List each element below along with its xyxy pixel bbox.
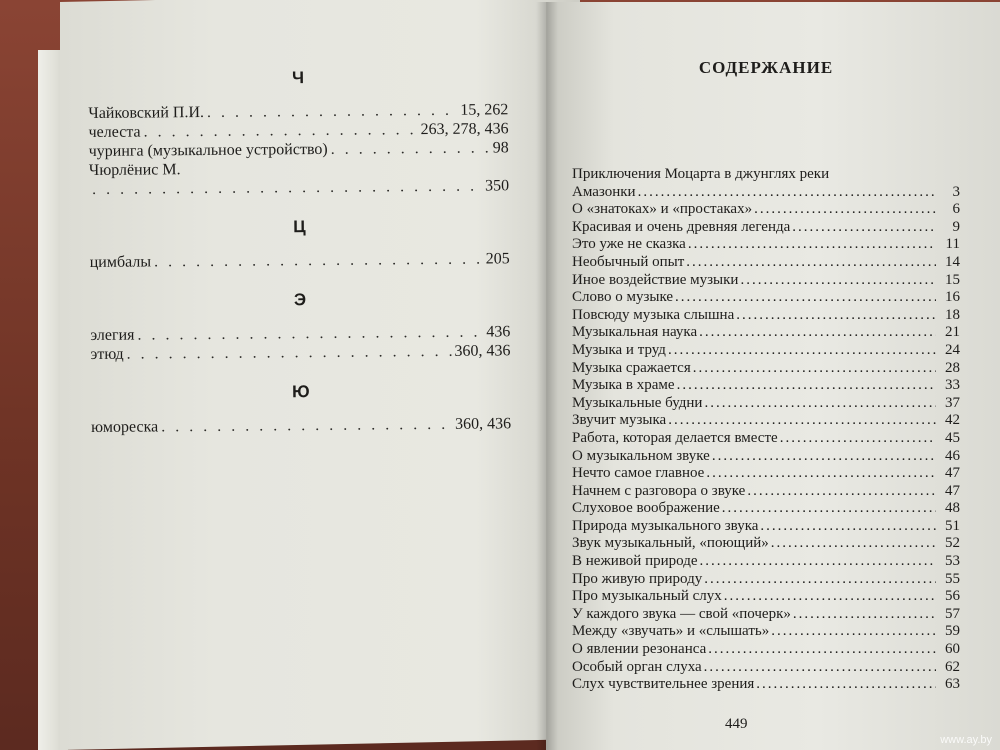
contents-entry-title: Работа, которая делается вместе [572, 429, 778, 446]
contents-entry-page: 15 [945, 271, 960, 288]
index-term: Чайковский П.И. [88, 103, 205, 122]
leader-dots [712, 448, 936, 466]
contents-entry-title: О явлении резонанса [572, 641, 707, 658]
contents-entry-page: 21 [945, 324, 960, 341]
contents-entry-title: Необычный опыт [572, 253, 685, 270]
contents-entry-title: В неживой природе [572, 553, 698, 570]
leader-dots [740, 272, 936, 290]
index-pages: 205 [485, 250, 510, 268]
contents-entry-page: 45 [945, 429, 960, 446]
index-entry [90, 249, 510, 272]
contents-entry-page: 60 [945, 641, 960, 658]
leader-dots [127, 342, 452, 364]
contents-entry [572, 201, 960, 219]
index-letter: Ц [293, 217, 306, 237]
leader-dots [708, 641, 936, 659]
page-number: 449 [725, 716, 748, 732]
index-term: Чюрлёнис М. [88, 161, 181, 179]
contents-entry-page: 33 [945, 377, 960, 394]
contents-entry-title: Музыкальные будни [572, 394, 703, 411]
contents-entry [572, 184, 960, 202]
contents-entry-page: 6 [952, 201, 960, 218]
contents-entry-page: 62 [945, 658, 960, 675]
index-group-ts [89, 215, 509, 272]
leader-dots [756, 676, 936, 694]
contents-title: СОДЕРЖАНИЕ [698, 58, 834, 77]
contents-entry-page: 56 [945, 588, 960, 605]
contents-entry-title: Про музыкальный слух [572, 588, 722, 605]
contents-entry [572, 254, 960, 272]
index-pages: 15, 262 [460, 101, 509, 119]
leader-dots [780, 430, 936, 448]
contents-entry-page: 52 [945, 535, 960, 552]
contents-entry [572, 342, 960, 360]
leader-dots [331, 138, 490, 158]
contents-entry [572, 535, 960, 553]
index-entry [91, 414, 511, 437]
contents-entry [572, 571, 960, 589]
contents-list [572, 166, 960, 694]
contents-entry-title: Амазонки [572, 183, 636, 200]
contents-entry [572, 289, 960, 307]
leader-dots [700, 553, 936, 571]
contents-entry [572, 412, 960, 430]
contents-entry-title: Приключения Моцарта в джунглях реки [572, 166, 830, 182]
contents-entry [572, 553, 960, 571]
contents-entry-title: Музыка в храме [572, 377, 675, 394]
leader-dots [699, 324, 936, 342]
leader-dots [760, 518, 936, 536]
index-entry [90, 341, 510, 364]
contents-entry [572, 219, 960, 237]
contents-entry-page: 55 [945, 570, 960, 587]
contents-entry-title: Музыкальная наука [572, 324, 698, 341]
index-pages: 263, 278, 436 [420, 120, 509, 139]
index-term: чуринга (музыкальное устройство) [88, 140, 328, 160]
contents-entry-title: О «знатоках» и «простаках» [572, 201, 753, 218]
leader-dots [143, 120, 417, 141]
leader-dots [724, 588, 936, 606]
index-group-ch [88, 66, 509, 199]
contents-entry-page: 47 [945, 482, 960, 499]
index-group-e [90, 288, 511, 364]
contents-entry-title: Музыка сражается [572, 359, 691, 376]
contents-entry [572, 500, 960, 518]
contents-entry [572, 448, 960, 466]
index-pages: 360, 436 [455, 415, 512, 433]
leader-dots [638, 184, 936, 202]
contents-entry [572, 641, 960, 659]
contents-entry [572, 307, 960, 325]
index-letter: Э [293, 290, 307, 310]
contents-entry [572, 518, 960, 536]
leader-dots [686, 254, 936, 272]
contents-entry-title: Про живую природу [572, 570, 703, 587]
index-entry [89, 138, 509, 161]
contents-entry-title: Иное воздействие музыки [572, 271, 739, 288]
contents-entry-page: 14 [945, 253, 960, 270]
contents-entry-page: 59 [945, 623, 960, 640]
contents-entry-page: 46 [945, 447, 960, 464]
contents-entry-title: Повсюду музыка слышна [572, 306, 735, 323]
leader-dots [677, 377, 936, 395]
leader-dots [668, 342, 936, 360]
index-pages: 350 [484, 177, 510, 195]
book-gutter [536, 2, 558, 750]
contents-entry-page: 42 [945, 412, 960, 429]
contents-entry-title: Начнем с разговора о звуке [572, 482, 746, 499]
contents-section [572, 58, 960, 694]
watermark: www.ay.by [940, 734, 992, 746]
leader-dots [754, 201, 936, 219]
leader-dots [693, 360, 936, 378]
contents-entry [572, 395, 960, 413]
contents-entry [572, 676, 960, 694]
index-group-yu [91, 380, 511, 437]
contents-entry-page: 9 [952, 218, 960, 235]
contents-entry-page: 57 [945, 605, 960, 622]
leader-dots [154, 250, 483, 272]
contents-entry-page: 16 [945, 289, 960, 306]
contents-entry-page: 24 [945, 341, 960, 358]
contents-entry-title: Музыка и труд [572, 341, 666, 358]
contents-entry [572, 623, 960, 641]
leader-dots [92, 177, 482, 199]
contents-entry-page: 37 [945, 394, 960, 411]
contents-entry-title: Слово о музыке [572, 289, 674, 306]
index-term: цимбалы [89, 253, 152, 271]
contents-entry [572, 360, 960, 378]
contents-entry-title: Слуховое воображение [572, 500, 720, 517]
leader-dots [747, 483, 936, 501]
index-term: челеста [88, 123, 141, 141]
contents-entry [572, 659, 960, 677]
contents-entry-page: 3 [952, 183, 960, 200]
contents-entry-title: Слух чувствительнее зрения [572, 676, 755, 693]
contents-entry-page: 53 [945, 553, 960, 570]
index-section [88, 66, 511, 457]
index-term: элегия [90, 326, 135, 344]
leader-dots [771, 535, 936, 553]
leader-dots [722, 500, 936, 518]
index-term: юмореска [91, 418, 159, 436]
contents-entry-title: У каждого звука — свой «почерк» [572, 605, 791, 622]
index-pages: 360, 436 [454, 342, 511, 360]
contents-entry-page: 11 [945, 236, 960, 253]
leader-dots [704, 659, 936, 677]
contents-entry [572, 483, 960, 501]
leader-dots [688, 236, 936, 254]
contents-entry-title: Между «звучать» и «слышать» [572, 623, 770, 640]
contents-entry-title: Нечто самое главное [572, 465, 705, 482]
contents-entry-page: 47 [945, 465, 960, 482]
contents-entry-title: Звук музыкальный, «поющий» [572, 535, 769, 552]
contents-entry [572, 166, 960, 184]
contents-entry-title: Красивая и очень древняя легенда [572, 218, 791, 235]
leader-dots [771, 623, 936, 641]
leader-dots [207, 101, 458, 122]
contents-entry-page: 51 [945, 517, 960, 534]
contents-entry-title: О музыкальном звуке [572, 447, 710, 464]
index-pages: 436 [486, 323, 511, 341]
contents-entry [572, 377, 960, 395]
contents-entry [572, 324, 960, 342]
leader-dots [706, 465, 936, 483]
contents-entry-page: 48 [945, 500, 960, 517]
contents-entry [572, 430, 960, 448]
index-term: этюд [90, 345, 124, 363]
index-entry [89, 176, 509, 199]
contents-entry-title: Звучит музыка [572, 412, 667, 429]
index-pages: 98 [492, 139, 509, 157]
contents-entry [572, 272, 960, 290]
leader-dots [792, 219, 936, 237]
contents-entry-title: Особый орган слуха [572, 658, 702, 675]
contents-entry [572, 588, 960, 606]
contents-entry [572, 236, 960, 254]
contents-entry-title: Природа музыкального звука [572, 517, 759, 534]
leader-dots [161, 415, 452, 437]
index-letter: Ю [291, 382, 310, 402]
leader-dots [668, 412, 936, 430]
leader-dots [675, 289, 936, 307]
leader-dots [793, 606, 936, 624]
leader-dots [736, 307, 936, 325]
contents-entry-page: 28 [945, 359, 960, 376]
contents-entry-title: Это уже не сказка [572, 236, 686, 253]
contents-entry [572, 606, 960, 624]
leader-dots [704, 395, 936, 413]
contents-entry [572, 465, 960, 483]
contents-entry-page: 18 [945, 306, 960, 323]
index-letter: Ч [292, 68, 305, 88]
contents-entry-page: 63 [945, 676, 960, 693]
leader-dots [704, 571, 936, 589]
